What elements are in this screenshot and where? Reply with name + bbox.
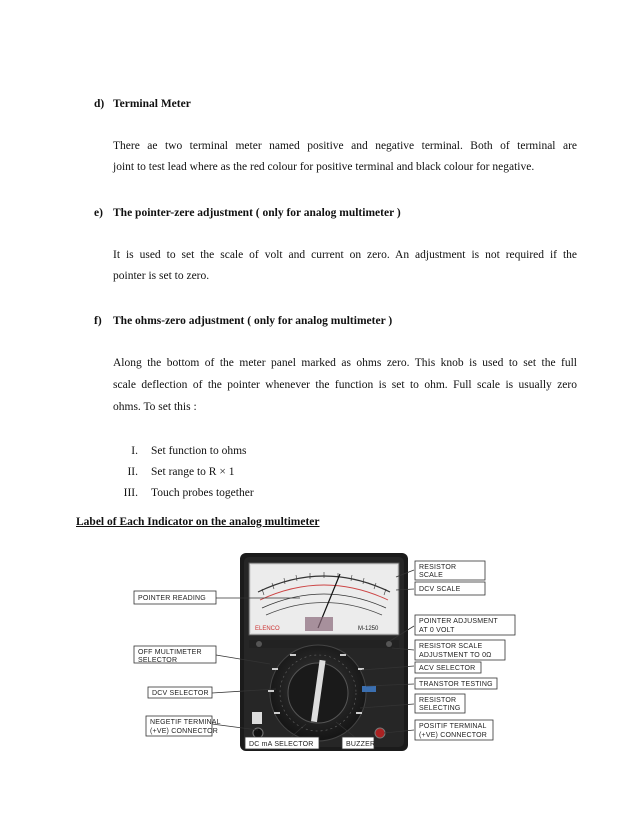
label-negative-terminal-1: NEGETIF TERMINAL [150, 719, 221, 726]
pointer-zero-screw [256, 641, 262, 647]
label-resistor-scale-adjustment-2: ADJUSTMENT TO 0Ω [419, 652, 492, 659]
positive-terminal [375, 728, 385, 738]
label-acv-selector: ACV SELECTOR [419, 665, 476, 672]
step-2-text: Set range to R × 1 [151, 466, 235, 478]
meter-brand: ELENCO [255, 626, 280, 632]
section-d-line-1: There ae two terminal meter named positive and negative terminal. Both of terminal are [113, 140, 577, 152]
step-2-number: II. [127, 466, 138, 478]
section-d-marker: d) [94, 98, 105, 110]
step-1-number: I. [131, 445, 138, 457]
label-resistor-selecting-2: SELECTING [419, 705, 461, 712]
label-off-selector-2: SELECTOR [138, 657, 178, 664]
section-d-line-2: joint to test lead where as the red colour for positive terminal and black colour for negative. [113, 161, 535, 173]
label-buzzer: BUZZER [346, 741, 376, 748]
label-negative-terminal-2: (+VE) CONNECTOR [150, 728, 219, 735]
label-dcv-scale: DCV SCALE [419, 586, 461, 593]
figure-caption: Label of Each Indicator on the analog multimeter [76, 516, 320, 528]
section-d-heading: Terminal Meter [113, 98, 191, 110]
step-1-text: Set function to ohms [151, 445, 247, 457]
label-resistor-scale-adjustment-1: RESISTOR SCALE [419, 643, 483, 650]
label-pointer-adjustment-1: POINTER ADJUSMENT [419, 618, 498, 625]
section-e-marker: e) [94, 207, 103, 219]
section-f-line-2: scale deflection of the pointer whenever the function is set to ohm. Full scale is usually zero [113, 379, 577, 391]
label-pointer-reading: POINTER READING [138, 595, 206, 602]
step-3-number: III. [123, 487, 138, 499]
ohms-zero-knob [386, 641, 392, 647]
label-resistor-selecting-1: RESISTOR [419, 697, 457, 704]
label-positive-terminal-1: POSITIF TERMINAL [419, 723, 487, 730]
label-resistor-scale-1: RESISTOR [419, 564, 457, 571]
section-e-line-2: pointer is set to zero. [113, 270, 210, 282]
label-off-selector-1: OFF MULTIMETER [138, 649, 202, 656]
section-f-line-1: Along the bottom of the meter panel marked as ohms zero. This knob is used to set the full [113, 357, 577, 369]
step-3-text: Touch probes together [151, 487, 254, 499]
section-f-marker: f) [94, 315, 102, 327]
section-f-heading: The ohms-zero adjustment ( only for analog multimeter ) [113, 315, 393, 327]
meter-model: M-1250 [358, 626, 379, 632]
label-transtor-testing: TRANSTOR TESTING [419, 681, 493, 688]
label-dcv-selector: DCV SELECTOR [152, 690, 209, 697]
label-positive-terminal-2: (+VE) CONNECTOR [419, 732, 488, 739]
label-pointer-adjustment-2: AT 0 VOLT [419, 627, 455, 634]
label-dc-ma-selector: DC mA SELECTOR [249, 741, 314, 748]
section-e-heading: The pointer-zere adjustment ( only for analog multimeter ) [113, 207, 401, 219]
label-resistor-scale-2: SCALE [419, 572, 443, 579]
section-f-line-3: ohms. To set this : [113, 401, 197, 413]
section-e-line-1: It is used to set the scale of volt and current on zero. An adjustment is not required if the [113, 249, 577, 261]
